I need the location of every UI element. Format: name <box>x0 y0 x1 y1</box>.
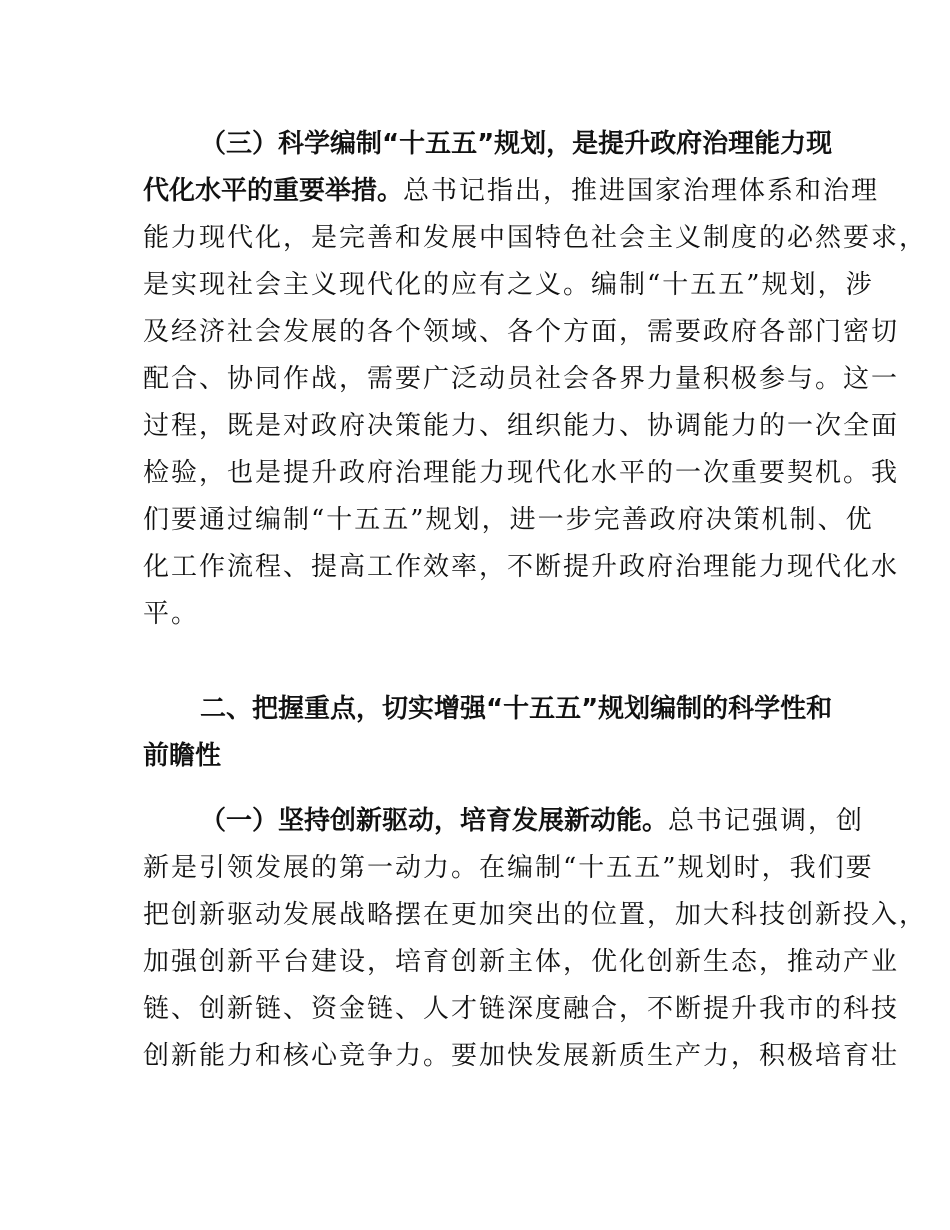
para1-line-10: 化工作流程、提高工作效率，不断提升政府治理能力现代化水 <box>143 552 900 582</box>
para1-line-6: 配合、协同作战，需要广泛动员社会各界力量积极参与。这一 <box>143 364 900 394</box>
para1-line-2 <box>0 168 950 214</box>
para2-body-text: 总书记强调，创 <box>668 806 865 836</box>
para1-line-5: 及经济社会发展的各个领域、各个方面，需要政府各部门密切 <box>143 317 900 347</box>
para2-line-4: 加强创新平台建设，培育创新主体，优化创新生态，推动产业 <box>143 947 900 977</box>
section-heading-line-1: 二、把握重点，切实增强“十五五”规划编制的科学性和 <box>200 694 833 724</box>
para1-line-9: 们要通过编制“十五五”规划，进一步完善政府决策机制、优 <box>143 505 874 535</box>
para2-line-5: 链、创新链、资金链、人才链深度融合，不断提升我市的科技 <box>143 994 900 1024</box>
para1-heading-text-cont: 代化水平的重要举措。 <box>143 176 404 206</box>
para1-line-3: 能力现代化，是完善和发展中国特色社会主义制度的必然要求， <box>143 223 928 253</box>
para2-line-2: 新是引领发展的第一动力。在编制“十五五”规划时，我们要 <box>143 853 874 883</box>
para1-heading-text: （三）科学编制“十五五”规划，是提升政府治理能力现 <box>200 129 833 159</box>
para1-line-4: 是实现社会主义现代化的应有之义。编制“十五五”规划，涉 <box>143 270 874 300</box>
para1-line-1 <box>0 121 950 167</box>
para2-line-1 <box>0 798 950 844</box>
para1-line-11: 平。 <box>143 599 200 629</box>
section-heading-line-2: 前瞻性 <box>143 741 222 771</box>
para2-heading-text: （一）坚持创新驱动，培育发展新动能。 <box>200 806 669 836</box>
para2-line-6: 创新能力和核心竞争力。要加快发展新质生产力，积极培育壮 <box>143 1041 900 1071</box>
para1-line-8: 检验，也是提升政府治理能力现代化水平的一次重要契机。我 <box>143 458 900 488</box>
para1-line-7: 过程，既是对政府决策能力、组织能力、协调能力的一次全面 <box>143 411 900 441</box>
para2-line-3: 把创新驱动发展战略摆在更加突出的位置，加大科技创新投入， <box>143 900 928 930</box>
para1-body-text: 总书记指出，推进国家治理体系和治理 <box>403 176 880 206</box>
